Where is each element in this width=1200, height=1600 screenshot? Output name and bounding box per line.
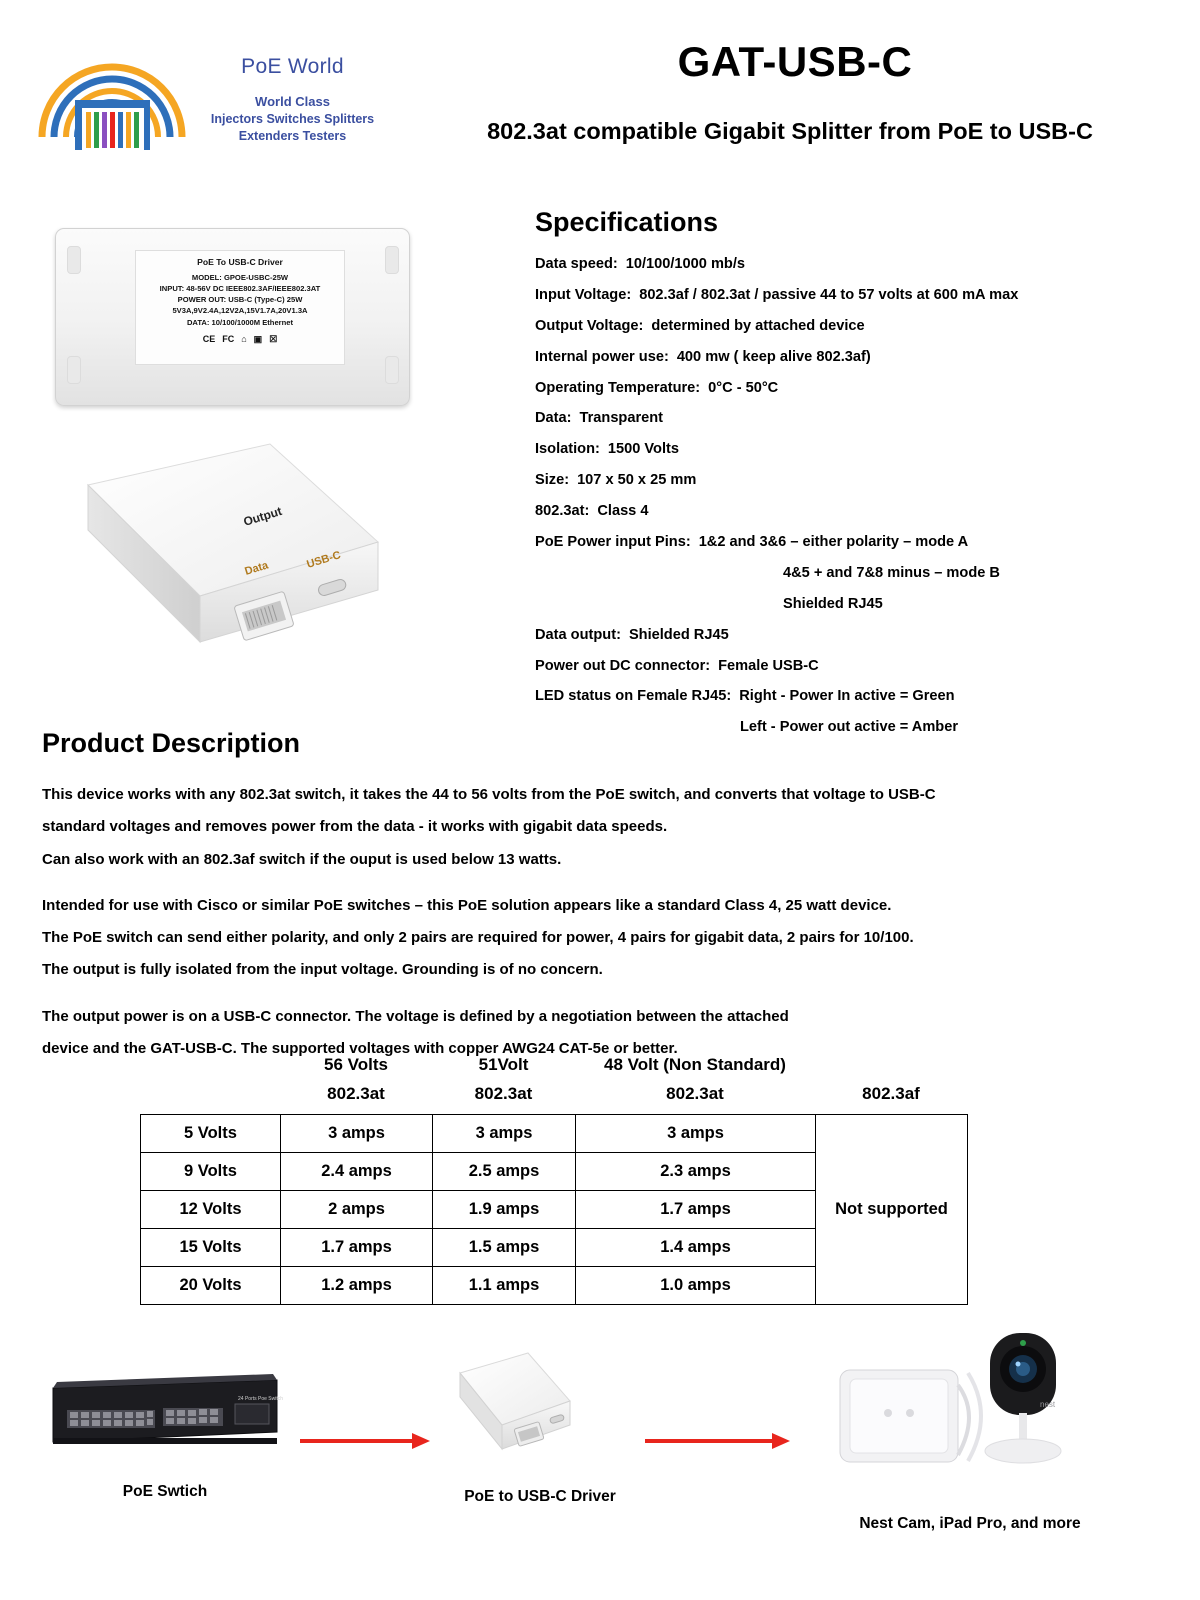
table-cell: 2 amps — [281, 1191, 433, 1229]
table-cell: 1.5 amps — [433, 1229, 576, 1267]
voltage-table-header-row-1 — [140, 1055, 980, 1075]
spec-value: 1&2 and 3&6 – either polarity – mode A — [698, 534, 969, 551]
description-paragraph: Intended for use with Cisco or similar PoE switches – this PoE solution appears like a standard Class 4, 25 watt device. — [42, 896, 892, 914]
spec-label: Operating Temperature: — [535, 379, 701, 396]
label-model: MODEL: GPOE-USBC-25W — [191, 272, 289, 282]
product-photo-angle — [60, 430, 400, 680]
header-cell — [815, 1055, 967, 1075]
fcc-mark-icon: FC — [222, 333, 235, 344]
svg-text:Data: Data — [243, 559, 270, 578]
spec-row — [535, 350, 1180, 365]
spec-row — [535, 319, 1180, 334]
header-cell: 48 Volt (Non Standard) — [604, 1055, 786, 1074]
spec-value: determined by attached device — [651, 317, 865, 334]
table-cell: 3 amps — [281, 1115, 433, 1153]
spec-value: 1500 Volts — [607, 441, 679, 458]
mount-ear-br — [385, 356, 399, 384]
spec-value: 10/100/1000 mb/s — [625, 256, 746, 272]
description-paragraph: device and the GAT-USB-C. The supported voltages with copper AWG24 CAT-5e or better. — [42, 1039, 678, 1057]
spec-row — [535, 411, 1180, 426]
spec-value: Class 4 — [597, 503, 649, 520]
spec-label: LED status on Female RJ45: — [535, 688, 732, 705]
spec-pins-line-3: Shielded RJ45 — [783, 595, 883, 612]
table-cell: 1.2 amps — [281, 1267, 433, 1305]
spec-label: Data: — [535, 410, 572, 427]
ce-mark-icon: CE — [202, 333, 216, 344]
label-title: PoE To USB-C Driver — [197, 257, 283, 267]
description-paragraph: The output power is on a USB-C connector. The voltage is defined by a negotiation between the attached — [42, 1007, 789, 1025]
table-cell-not-supported: Not supported — [816, 1115, 968, 1305]
device-spec-label — [135, 250, 345, 365]
spec-row — [535, 381, 1180, 396]
table-cell: 3 amps — [576, 1115, 816, 1153]
spec-label: Power out DC connector: — [535, 657, 711, 674]
description-paragraph: The PoE switch can send either polarity, and only 2 pairs are required for power, 4 pairs for gigabit data, 2 pairs for 10/100. — [42, 929, 914, 946]
spec-label: Data speed: — [535, 256, 618, 272]
page-title: GAT-USB-C — [677, 38, 913, 85]
enclosure-mark-icon: ▣ — [253, 333, 263, 344]
specifications-heading: Specifications — [535, 207, 719, 237]
label-input: INPUT: 48-56V DC IEEE802.3AF/IEEE802.3AT — [159, 283, 321, 293]
spec-row — [535, 442, 1180, 457]
mount-ear-tr — [385, 246, 399, 274]
header-cell: 802.3at — [666, 1084, 724, 1103]
description-paragraph: standard voltages and removes power from the data - it works with gigabit data speeds. — [42, 818, 668, 836]
table-cell: 2.5 amps — [433, 1153, 576, 1191]
header-cell — [140, 1055, 280, 1075]
arrow-switch-to-driver — [300, 1433, 430, 1449]
svg-text:24 Ports Poe Switch: 24 Ports Poe Switch — [238, 1396, 284, 1402]
driver-device-image — [450, 1345, 580, 1465]
table-cell: 20 Volts — [141, 1267, 281, 1305]
table-cell: 1.7 amps — [576, 1191, 816, 1229]
svg-text:USB-C: USB-C — [305, 549, 343, 571]
table-cell: 15 Volts — [141, 1229, 281, 1267]
table-cell: 1.1 amps — [433, 1267, 576, 1305]
spec-label: Data output: — [535, 626, 621, 643]
label-data: DATA: 10/100/1000M Ethernet — [186, 317, 294, 327]
paragraph-spacer — [42, 990, 1122, 1004]
spec-value: Female USB-C — [718, 657, 819, 674]
spec-label: Internal power use: — [535, 348, 669, 365]
voltage-table-header-row-2 — [140, 1084, 980, 1104]
header-cell: 51Volt — [478, 1055, 529, 1074]
spec-label: 802.3at: — [535, 503, 590, 520]
arrow-driver-to-devices — [645, 1433, 790, 1449]
spec-row — [535, 628, 1180, 643]
spec-row — [535, 689, 1180, 704]
header-cell: 802.3af — [862, 1084, 920, 1103]
spec-label: PoE Power input Pins: — [535, 534, 691, 551]
switch-caption: PoE Swtich — [122, 1483, 208, 1500]
brand-line-3: Extenders Testers — [238, 129, 347, 143]
spec-label: Output Voltage: — [535, 317, 644, 334]
header-cell: 56 Volts — [324, 1055, 388, 1074]
connection-diagram — [0, 1325, 1200, 1600]
brand-title: PoE World — [241, 55, 344, 78]
end-devices-image — [830, 1325, 1110, 1480]
mount-ear-bl — [67, 356, 81, 384]
spec-label: Input Voltage: — [535, 286, 632, 303]
brand-line-2: Injectors Switches Splitters — [210, 112, 375, 126]
table-cell: 9 Volts — [141, 1153, 281, 1191]
rohs-mark-icon: ⌂ — [241, 333, 247, 344]
page-subtitle: 802.3at compatible Gigabit Splitter from PoE to USB-C — [487, 118, 1093, 144]
mount-ear-tl — [67, 246, 81, 274]
voltage-table-section — [140, 1055, 980, 1305]
spec-row — [535, 288, 1180, 303]
poe-switch-image — [45, 1350, 285, 1460]
spec-value: 400 mw ( keep alive 802.3af) — [676, 348, 871, 365]
header-cell: 802.3at — [474, 1084, 533, 1103]
driver-caption: PoE to USB-C Driver — [464, 1488, 616, 1505]
spec-value: 802.3af / 802.3at / passive 44 to 57 volts at 600 mA max — [639, 286, 1019, 303]
label-voltages: 5V3A,9V2.4A,12V2A,15V1.7A,20V1.3A — [172, 306, 308, 316]
table-cell: 1.4 amps — [576, 1229, 816, 1267]
table-cell: 3 amps — [433, 1115, 576, 1153]
label-power-out: POWER OUT: USB-C (Type-C) 25W — [177, 295, 303, 305]
spec-pins-line-2: 4&5 + and 7&8 minus – mode B — [783, 564, 1000, 581]
table-cell: 5 Volts — [141, 1115, 281, 1153]
spec-row — [535, 473, 1180, 488]
description-paragraph: The output is fully isolated from the input voltage. Grounding is of no concern. — [42, 961, 603, 979]
spec-row — [535, 504, 1180, 519]
end-devices-caption: Nest Cam, iPad Pro, and more — [859, 1515, 1081, 1532]
spec-value: Transparent — [579, 410, 664, 427]
table-cell: 1.0 amps — [576, 1267, 816, 1305]
spec-row — [535, 257, 1180, 272]
spec-value: 0°C - 50°C — [708, 379, 779, 396]
description-paragraph: Can also work with an 802.3af switch if the ouput is used below 13 watts. — [42, 850, 562, 868]
nest-brand-label: nest — [1040, 1400, 1056, 1409]
spec-row — [535, 659, 1180, 674]
page-header — [0, 0, 1200, 175]
weee-bin-icon: ☒ — [269, 333, 278, 344]
spec-value: Shielded RJ45 — [628, 626, 729, 643]
brand-line-1: World Class — [255, 94, 330, 109]
product-description-heading: Product Description — [42, 728, 301, 758]
table-cell: 1.9 amps — [433, 1191, 576, 1229]
specifications-list — [535, 257, 1180, 751]
product-description-body — [42, 782, 1122, 1068]
header-cell — [140, 1084, 280, 1104]
paragraph-spacer — [42, 879, 1122, 893]
spec-value: 107 x 50 x 25 mm — [577, 472, 697, 489]
spec-label: Isolation: — [535, 441, 600, 458]
voltage-table — [140, 1114, 968, 1305]
table-row — [141, 1115, 968, 1153]
brand-block — [200, 55, 385, 143]
description-paragraph: This device works with any 802.3at switch, it takes the 44 to 56 volts from the PoE switch, and converts that voltage to USB-C — [42, 786, 936, 803]
spec-led-line-2: Left - Power out active = Amber — [740, 719, 959, 736]
table-cell: 12 Volts — [141, 1191, 281, 1229]
spec-row — [535, 535, 1180, 550]
header-cell: 802.3at — [327, 1084, 385, 1103]
svg-text:Output: Output — [241, 503, 284, 529]
poe-world-logo — [30, 42, 195, 157]
spec-label: Size: — [535, 472, 570, 489]
product-photo-top — [55, 228, 410, 406]
table-cell: 2.4 amps — [281, 1153, 433, 1191]
spec-value: Right - Power In active = Green — [739, 688, 955, 705]
table-cell: 2.3 amps — [576, 1153, 816, 1191]
certification-marks — [136, 333, 344, 346]
table-cell: 1.7 amps — [281, 1229, 433, 1267]
